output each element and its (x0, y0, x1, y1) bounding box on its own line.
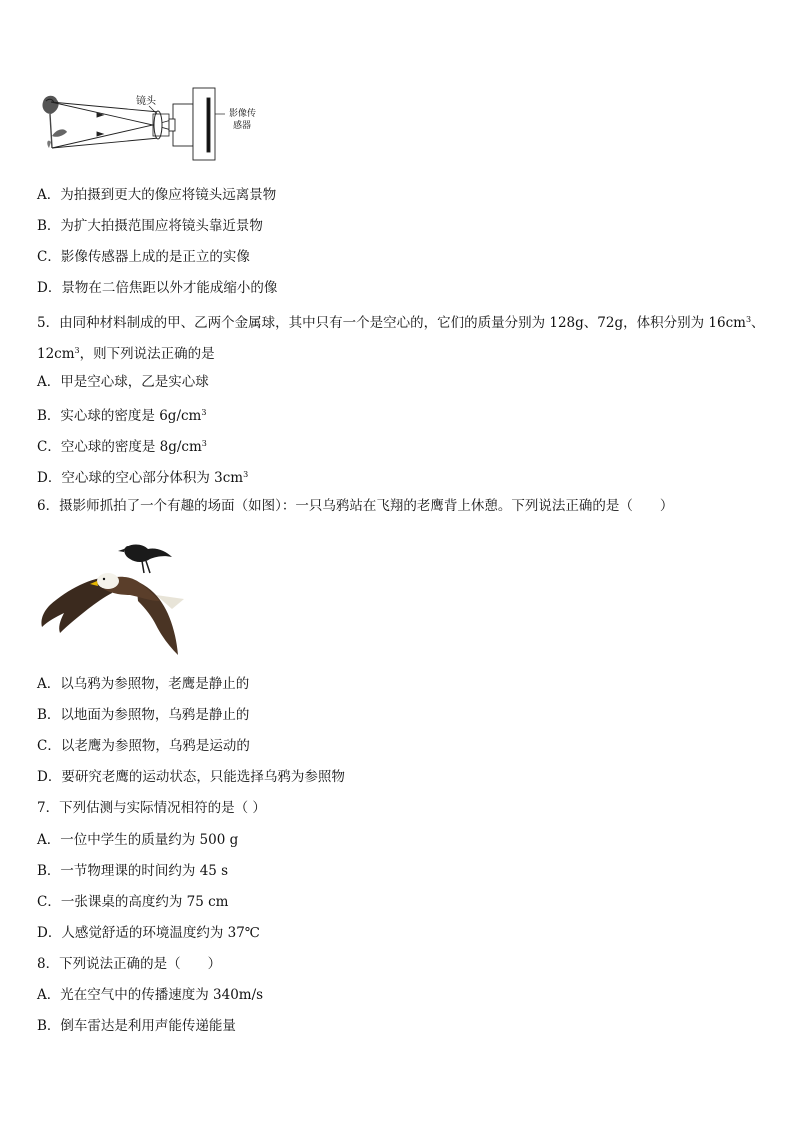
eagle (41, 573, 184, 655)
q5-option-b-text: B．实心球的密度是 6g/cm (37, 408, 202, 424)
eagle-crow-figure (38, 537, 188, 663)
q4-option-d: D．景物在二倍焦距以外才能成缩小的像 (37, 280, 278, 296)
sup-3: 3 (74, 346, 80, 355)
q4-option-b: B．为扩大拍摄范围应将镜头靠近景物 (37, 218, 263, 234)
q8-stem: 8．下列说法正确的是（ ） (37, 956, 222, 972)
q6-option-c: C．以老鹰为参照物，乌鸦是运动的 (37, 738, 250, 754)
q5-stem2-pre: 12cm (37, 346, 75, 362)
q5-stem-end: 、 (751, 315, 765, 331)
sup-3: 3 (243, 470, 249, 479)
q5-stem-line2 (37, 341, 215, 364)
q7-option-a: A．一位中学生的质量约为 500 g (37, 832, 239, 848)
q4-option-a: A．为拍摄到更大的像应将镜头远离景物 (37, 187, 277, 203)
q5-stem2-post: ，则下列说法正确的是 (79, 346, 215, 362)
q5-stem-line1 (37, 310, 765, 333)
sup-3: 3 (745, 315, 752, 324)
sensor-label-line1: 影像传 (229, 109, 257, 119)
sup-3: 3 (201, 439, 207, 448)
q5-option-d (37, 465, 248, 488)
q7-option-b: B．一节物理课的时间约为 45 s (37, 863, 229, 879)
q8-option-b: B．倒车雷达是利用声能传递能量 (37, 1018, 236, 1034)
q6-option-b: B．以地面为参照物，乌鸦是静止的 (37, 707, 250, 723)
q7-option-d: D．人感觉舒适的环境温度约为 37℃ (37, 925, 260, 941)
q5-option-b (37, 403, 206, 426)
sensor-label-line2: 感器 (233, 121, 252, 131)
q5-option-d-text: D．空心球的空心部分体积为 3cm (37, 470, 244, 486)
sup-3: 3 (201, 408, 207, 417)
q4-option-c: C．影像传感器上成的是正立的实像 (37, 249, 250, 265)
q7-stem: 7．下列估测与实际情况相符的是（ ） (37, 800, 266, 816)
q6-stem: 6．摄影师抓拍了一个有趣的场面（如图）：一只乌鸦站在飞翔的老鹰背上休憩。下列说法正确的是（ ） (37, 498, 674, 514)
q6-option-a: A．以乌鸦为参照物，老鹰是静止的 (37, 676, 250, 692)
camera-body (169, 88, 215, 160)
eagle-crow-photo (38, 537, 188, 663)
q8-option-a: A．光在空气中的传播速度为 340m/s (37, 987, 264, 1003)
camera-optics-figure (37, 84, 277, 162)
q7-option-c: C．一张课桌的高度约为 75 cm (37, 894, 229, 910)
camera-optics-diagram (37, 84, 277, 162)
q5-option-c (37, 434, 207, 457)
q6-option-d: D．要研究老鹰的运动状态，只能选择乌鸦为参照物 (37, 769, 345, 785)
q5-option-c-text: C．空心球的密度是 8g/cm (37, 439, 202, 455)
q5-stem-text: 5．由同种材料制成的甲、乙两个金属球，其中只有一个是空心的，它们的质量分别为 128g、72g，体积分别为 16cm (37, 315, 746, 331)
q5-option-a: A．甲是空心球，乙是实心球 (37, 374, 209, 390)
lens-label: 镜头 (136, 96, 156, 107)
crow (118, 545, 172, 574)
